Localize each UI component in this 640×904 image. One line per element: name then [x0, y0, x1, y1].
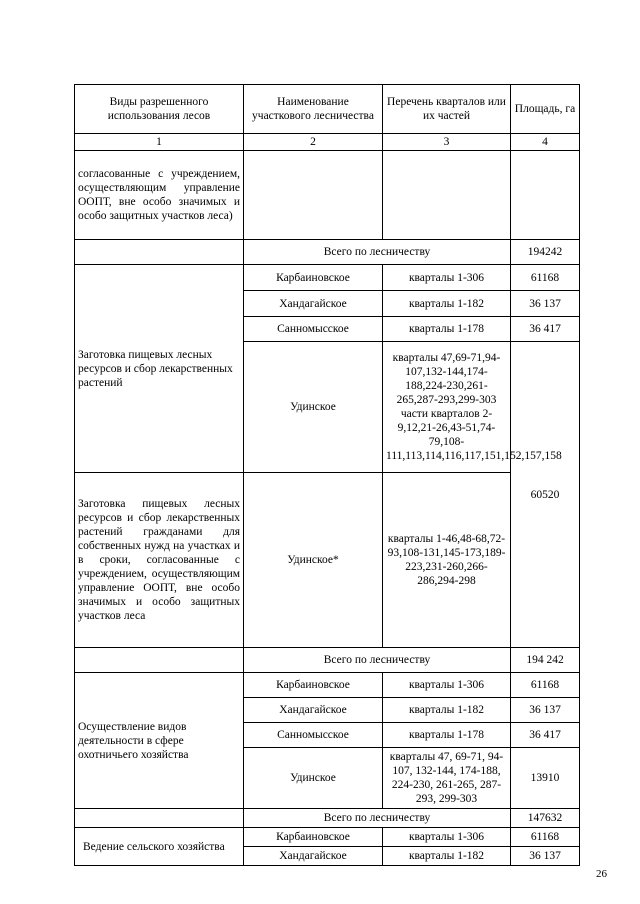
column-number: 1: [75, 134, 244, 151]
quarters-cell: [383, 151, 511, 240]
forestry-cell: Удинское*: [244, 473, 383, 648]
page-number: 26: [596, 868, 607, 880]
forestry-cell: Санномысское: [244, 723, 383, 748]
total-label: Всего по лесничеству: [244, 809, 511, 828]
forestry-cell: Удинское: [244, 748, 383, 809]
quarters-cell: кварталы 1-178: [383, 317, 511, 342]
forestry-cell: Хандагайское: [244, 847, 383, 866]
quarters-cell: кварталы 47, 69-71, 94-107, 132-144, 174-188, 224-230, 261-265, 287-293, 299-303: [383, 748, 511, 809]
header-use-type: Виды разрешенного использования лесов: [75, 85, 244, 134]
total-value: 194 242: [511, 648, 580, 673]
forest-use-table: [74, 84, 580, 866]
activity-cell: Ведение сельского хозяйства: [75, 828, 244, 866]
header-forestry: Наименование участкового лесничества: [244, 85, 383, 134]
quarters-cell: кварталы 1-182: [383, 291, 511, 317]
area-cell: 36 137: [511, 698, 580, 723]
table-row: [75, 265, 580, 291]
table-header-row: [75, 85, 580, 134]
area-cell: [511, 151, 580, 240]
column-number: 4: [511, 134, 580, 151]
forestry-cell: [244, 151, 383, 240]
empty-cell: [75, 809, 244, 828]
area-cell: 36 137: [511, 291, 580, 317]
total-row: [75, 240, 580, 265]
quarters-cell: кварталы 1-46,48-68,72-93,108-131,145-173,189-223,231-260,266-286,294-298: [383, 473, 511, 648]
forestry-cell: Карбаиновское: [244, 828, 383, 847]
area-cell: 61168: [511, 265, 580, 291]
forestry-cell: Хандагайское: [244, 698, 383, 723]
quarters-cell: кварталы 1-306: [383, 265, 511, 291]
total-label: Всего по лесничеству: [244, 240, 511, 265]
area-cell: 61168: [511, 828, 580, 847]
quarters-cell: кварталы 1-182: [383, 698, 511, 723]
area-cell: 60520: [511, 342, 580, 648]
forestry-cell: Хандагайское: [244, 291, 383, 317]
activity-cell: Осуществление видов деятельности в сфере охотничьего хозяйства: [75, 673, 244, 809]
forestry-cell: Удинское: [244, 342, 383, 473]
forestry-cell: Карбаиновское: [244, 265, 383, 291]
area-cell: 61168: [511, 673, 580, 698]
column-number: 2: [244, 134, 383, 151]
table-row: [75, 828, 580, 847]
total-row: [75, 648, 580, 673]
area-cell: 36 417: [511, 723, 580, 748]
area-cell: 13910: [511, 748, 580, 809]
header-quarters: Перечень кварталов или их частей: [383, 85, 511, 134]
total-label: Всего по лесничеству: [244, 648, 511, 673]
area-cell: 36 137: [511, 847, 580, 866]
header-area: Площадь, га: [511, 85, 580, 134]
table-row: [75, 473, 580, 648]
area-cell: 36 417: [511, 317, 580, 342]
total-value: 194242: [511, 240, 580, 265]
forestry-cell: Карбаиновское: [244, 673, 383, 698]
activity-cell: согласованные с учреждением, осуществляющим управление ООПТ, вне особо значимых и особо защитных участков леса): [75, 151, 244, 240]
table-row: [75, 151, 580, 240]
quarters-cell: кварталы 1-306: [383, 673, 511, 698]
quarters-cell: кварталы 1-178: [383, 723, 511, 748]
quarters-cell: кварталы 1-182: [383, 847, 511, 866]
activity-cell: Заготовка пищевых лесных ресурсов и сбор лекарственных растений гражданами для собственных нужд на участках и в сроки, согласованные с учреждением, осуществляющим управление ООПТ, вне особо значимых и особо защитных участков леса: [75, 473, 244, 648]
quarters-cell: кварталы 1-306: [383, 828, 511, 847]
table-row: [75, 673, 580, 698]
empty-cell: [75, 648, 244, 673]
total-row: [75, 809, 580, 828]
column-number: 3: [383, 134, 511, 151]
quarters-cell: кварталы 47,69-71,94-107,132-144,174-188,224-230,261-265,287-293,299-303 части кварталов 2-9,12,21-26,43-51,74-79,108-111,113,114,116,117,151,152,157,158: [383, 342, 511, 473]
total-value: 147632: [511, 809, 580, 828]
forestry-cell: Санномысское: [244, 317, 383, 342]
empty-cell: [75, 240, 244, 265]
activity-cell: Заготовка пищевых лесных ресурсов и сбор лекарственных растений: [75, 265, 244, 473]
column-number-row: [75, 134, 580, 151]
